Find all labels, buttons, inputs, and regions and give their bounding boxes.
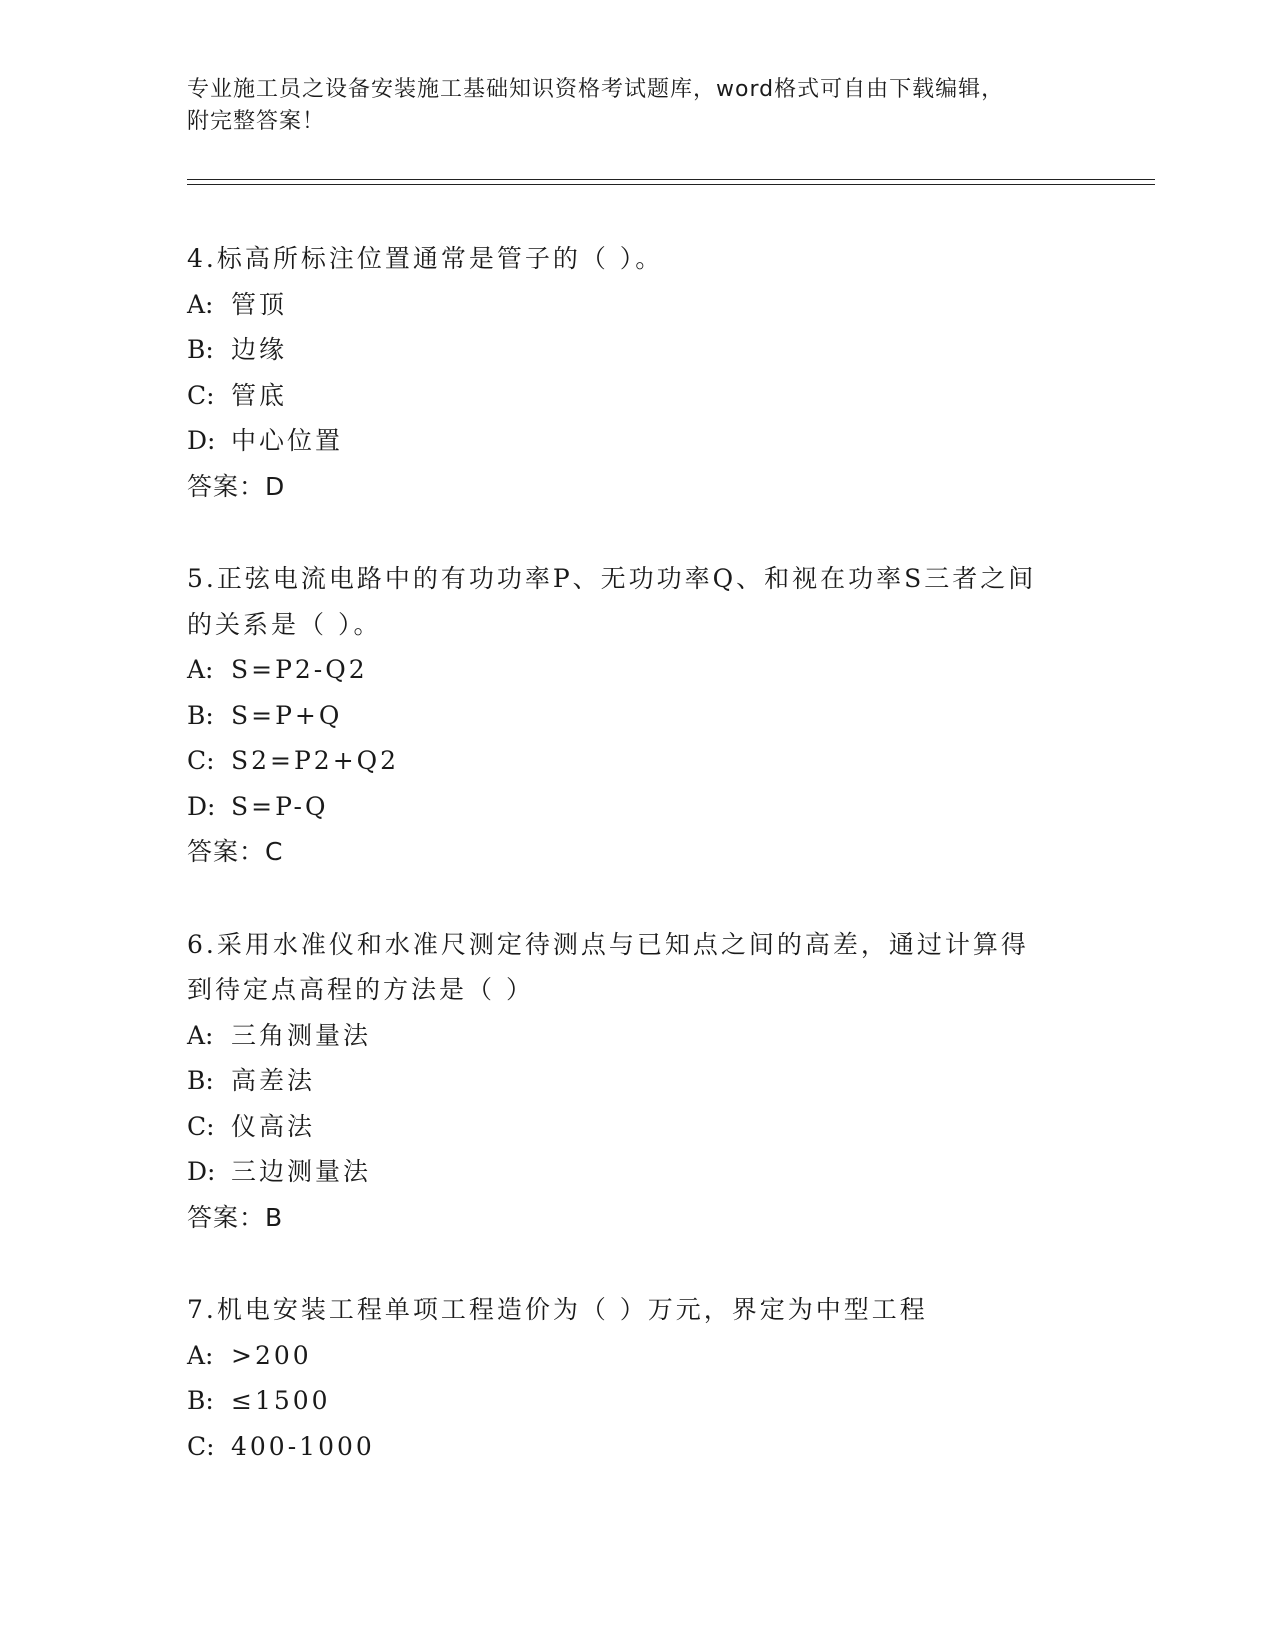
option-text: 管底 — [231, 380, 288, 410]
answer-line: 答案：C — [187, 837, 284, 866]
answer-option — [187, 1013, 1087, 1059]
answer-option — [187, 1333, 1087, 1379]
answer-option — [187, 1149, 1087, 1195]
question-list — [187, 236, 1087, 1516]
question-block — [187, 922, 1087, 1241]
option-key: B: — [187, 1066, 214, 1095]
option-key: B: — [187, 335, 214, 364]
option-text: S=P+Q — [231, 700, 343, 730]
option-key: A: — [187, 1020, 214, 1050]
option-text: S2=P2+Q2 — [231, 746, 400, 775]
header-line-2: 附完整答案！ — [187, 109, 326, 134]
option-text: 三角测量法 — [231, 1020, 372, 1050]
answer-option — [187, 373, 1087, 419]
option-key: D: — [187, 791, 216, 821]
option-key: C: — [187, 1111, 215, 1141]
option-text: 边缘 — [231, 335, 288, 364]
answer-option — [187, 1104, 1087, 1150]
answer-option — [187, 784, 1087, 830]
option-text: S=P-Q — [231, 791, 329, 821]
question-text: 4.标高所标注位置通常是管子的（ ）。 — [187, 244, 664, 273]
question-block — [187, 236, 1087, 509]
answer-option — [187, 738, 1087, 784]
option-key: B: — [187, 1386, 214, 1415]
option-text: >200 — [231, 1340, 312, 1370]
option-text: 仪高法 — [231, 1111, 316, 1141]
header-rule-top — [187, 179, 1155, 180]
question-block — [187, 556, 1087, 875]
answer-option — [187, 647, 1087, 693]
question-text: 的关系是（ ）。 — [187, 609, 382, 639]
answer-option — [187, 327, 1087, 373]
option-key: B: — [187, 700, 214, 730]
answer-option — [187, 1058, 1087, 1104]
option-text: 三边测量法 — [231, 1157, 372, 1186]
option-text: 400-1000 — [231, 1431, 375, 1461]
answer-line: 答案：B — [187, 1202, 284, 1232]
option-key: D: — [187, 1157, 216, 1186]
answer-option — [187, 282, 1087, 328]
option-key: C: — [187, 1431, 215, 1461]
option-key: A: — [187, 289, 214, 319]
option-key: C: — [187, 380, 215, 410]
option-key: A: — [187, 1340, 214, 1370]
option-text: 中心位置 — [231, 426, 344, 455]
answer-option — [187, 693, 1087, 739]
answer-option — [187, 1378, 1087, 1424]
answer-option — [187, 418, 1087, 464]
answer-line: 答案：D — [187, 471, 286, 501]
question-block — [187, 1287, 1087, 1469]
option-key: C: — [187, 746, 215, 775]
question-text: 到待定点高程的方法是（ ） — [187, 975, 534, 1004]
option-text: S=P2-Q2 — [231, 655, 368, 684]
option-key: D: — [187, 426, 216, 455]
option-text: ≤1500 — [231, 1386, 331, 1415]
question-text: 5.正弦电流电路中的有功功率P、无功功率Q、和视在功率S三者之间 — [187, 564, 1037, 593]
option-text: 高差法 — [231, 1066, 316, 1095]
option-text: 管顶 — [231, 289, 288, 319]
option-key: A: — [187, 655, 214, 684]
answer-option — [187, 1424, 1087, 1470]
question-text: 7.机电安装工程单项工程造价为（ ）万元，界定为中型工程 — [187, 1295, 928, 1324]
document-header — [187, 74, 1087, 138]
header-line-1: 专业施工员之设备安装施工基础知识资格考试题库，word格式可自由下载编辑， — [187, 77, 1005, 102]
header-rule-bottom — [187, 184, 1155, 185]
question-text: 6.采用水准仪和水准尺测定待测点与已知点之间的高差，通过计算得 — [187, 929, 1029, 959]
